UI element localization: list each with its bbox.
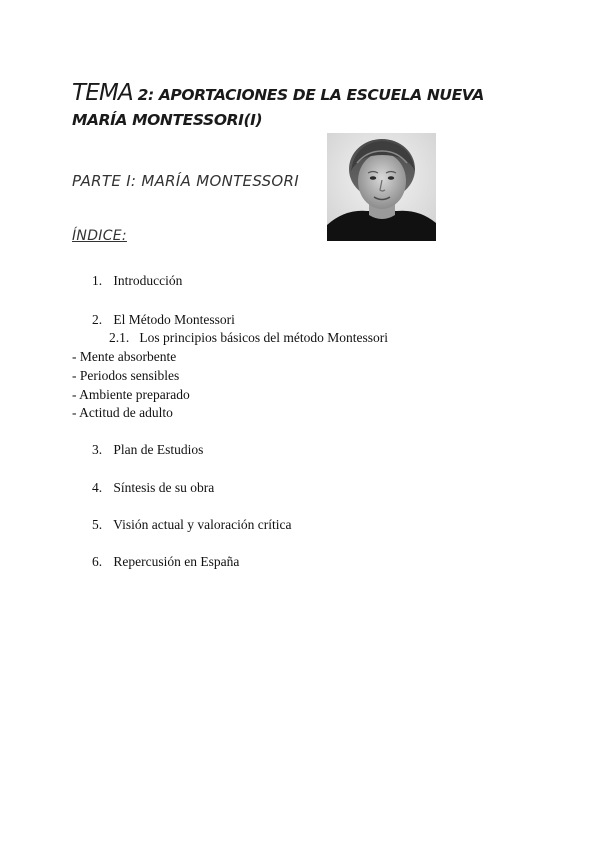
part-subtitle: PARTE I: MARÍA MONTESSORI: [72, 172, 299, 190]
index-heading: ÍNDICE:: [72, 228, 127, 244]
index-item-label: Repercusión en España: [113, 554, 240, 569]
portrait-illustration: [327, 133, 436, 241]
index-item-number: 1.: [92, 273, 103, 288]
principle-item: - Actitud de adulto: [72, 405, 173, 420]
index-item-number: 6.: [92, 554, 103, 569]
index-item-1: [92, 272, 182, 291]
document-title: [72, 78, 542, 131]
index-item-5: [92, 516, 292, 535]
title-line2: MARÍA MONTESSORI(I): [72, 111, 263, 130]
index-item-4: [92, 479, 214, 498]
index-item-number: 4.: [92, 480, 103, 495]
index-item-3: [92, 441, 203, 460]
index-item-2: [92, 311, 235, 330]
portrait-photo: [327, 133, 436, 241]
principle-item: - Ambiente preparado: [72, 387, 190, 402]
index-item-number: 2.: [92, 312, 103, 327]
title-main: 2: APORTACIONES DE LA ESCUELA NUEVA: [137, 86, 484, 104]
principle-item: - Mente absorbente: [72, 349, 177, 364]
index-item-label: Los principios básicos del método Montessori: [139, 330, 388, 345]
index-item-number: 5.: [92, 517, 103, 532]
index-subitem-2-1: [109, 329, 388, 348]
index-item-label: El Método Montessori: [113, 312, 235, 327]
index-item-label: Síntesis de su obra: [113, 480, 215, 495]
index-item-number: 3.: [92, 442, 103, 457]
index-item-number: 2.1.: [109, 330, 130, 345]
index-item-label: Visión actual y valoración crítica: [113, 517, 292, 532]
index-item-label: Plan de Estudios: [113, 442, 204, 457]
index-item-6: [92, 553, 239, 572]
principle-item: - Periodos sensibles: [72, 368, 180, 383]
title-tema: TEMA: [72, 80, 133, 106]
index-item-label: Introducción: [113, 273, 183, 288]
